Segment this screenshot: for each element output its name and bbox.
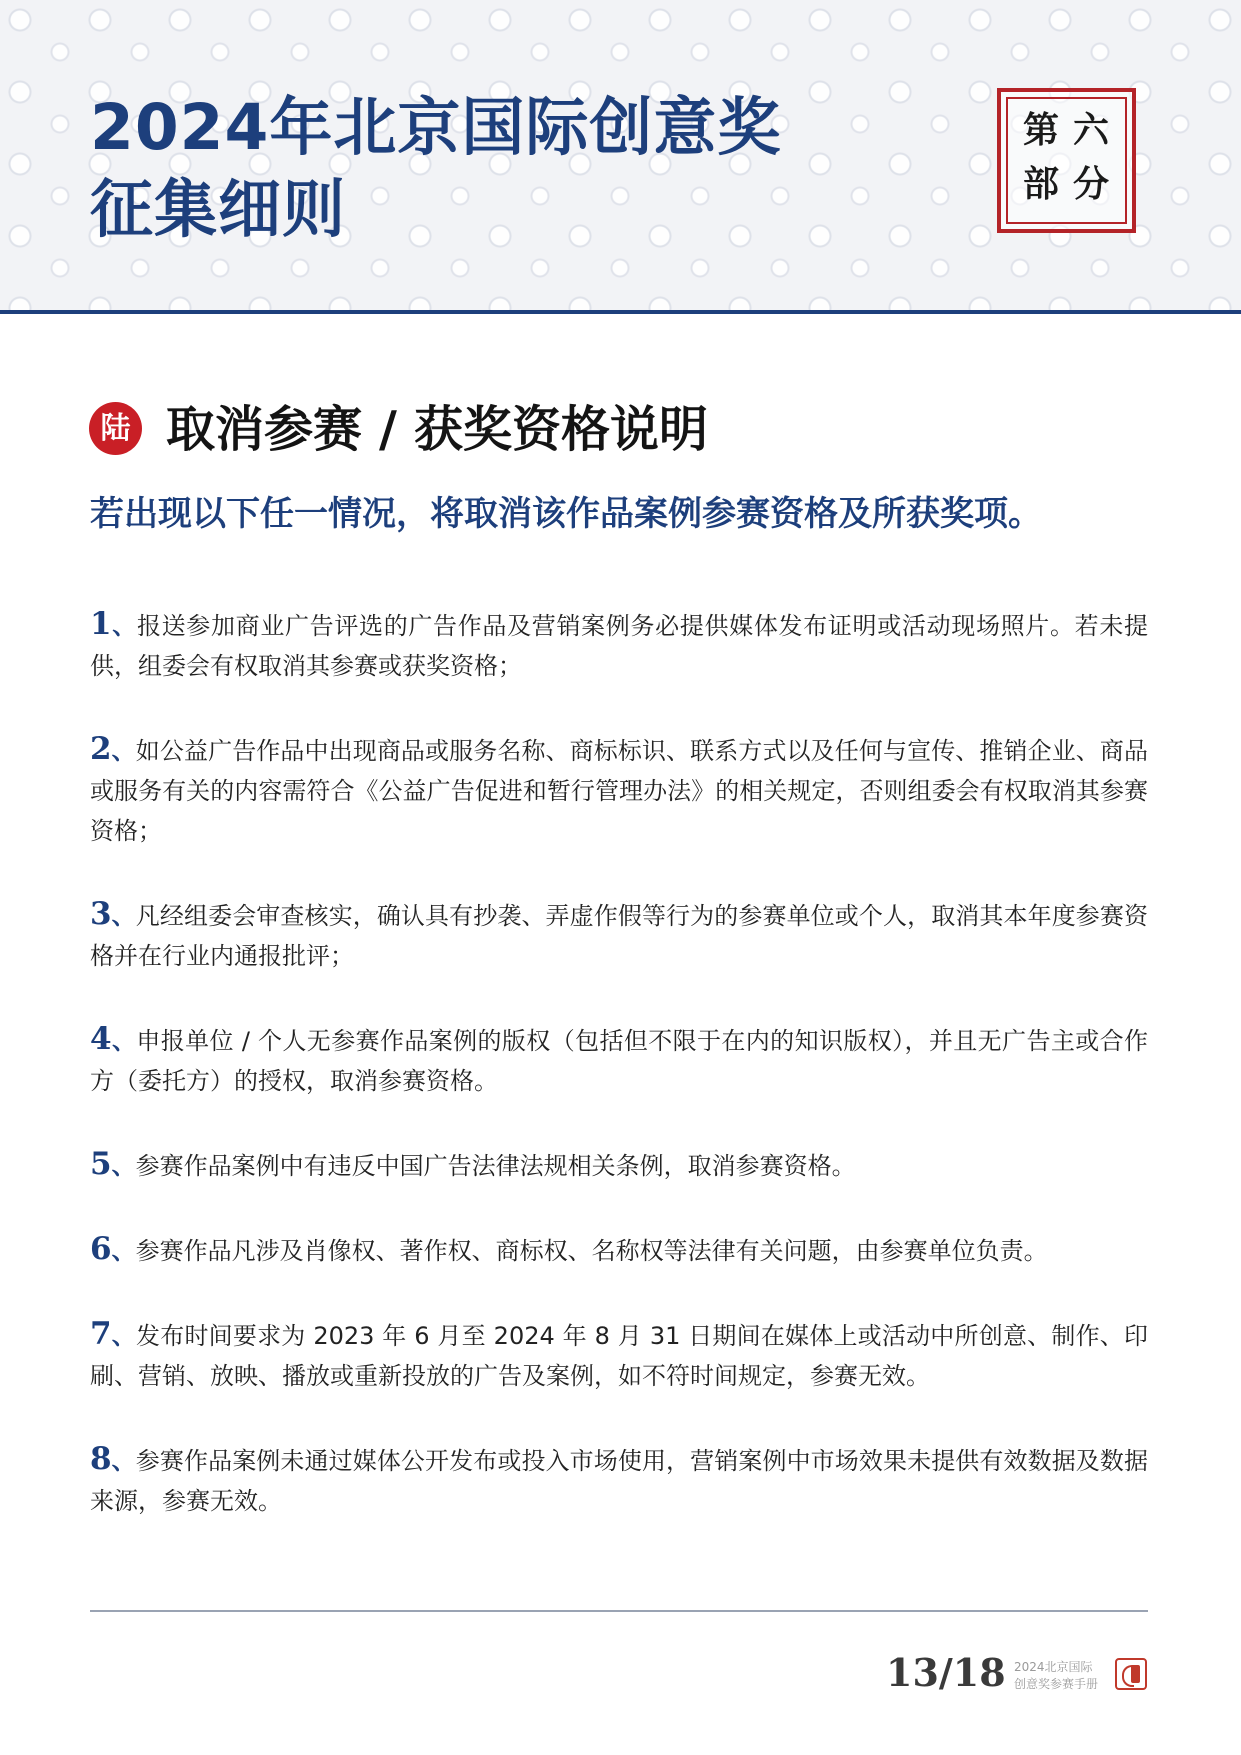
header-banner <box>0 0 1241 314</box>
item-separator: 、 <box>111 1322 137 1350</box>
document-subtitle: 征集细则 <box>90 173 346 246</box>
item-separator: 、 <box>111 1152 136 1180</box>
item-text: 申报单位 / 个人无参赛作品案例的版权（包括但不限于在内的知识版权），并且无广告主或合作方（委托方）的授权，取消参赛资格。 <box>90 1027 1149 1095</box>
document-title: 2024年北京国际创意奖 <box>90 91 782 164</box>
list-item <box>90 1439 1148 1521</box>
list-item <box>90 729 1148 851</box>
brand-logo-icon <box>1115 1658 1147 1690</box>
item-separator: 、 <box>111 1237 136 1265</box>
seal-char-4: 分 <box>1073 163 1110 205</box>
item-text: 发布时间要求为 2023 年 6 月至 2024 年 8 月 31 日期间在媒体上或活动中所创意、制作、印刷、营销、放映、播放或重新投放的广告及案例，如不符时间规定，参赛无效。 <box>90 1322 1149 1390</box>
item-text: 如公益广告作品中出现商品或服务名称、商标标识、联系方式以及任何与宣传、推销企业、商品或服务有关的内容需符合《公益广告促进和暂行管理办法》的相关规定，否则组委会有权取消其参赛资格； <box>90 737 1149 845</box>
item-text: 参赛作品案例未通过媒体公开发布或投入市场使用，营销案例中市场效果未提供有效数据及数据来源，参赛无效。 <box>90 1447 1149 1515</box>
list-item <box>90 1019 1148 1101</box>
footer-caption-line1: 2024北京国际 <box>1014 1660 1093 1674</box>
list-item <box>90 604 1148 686</box>
footer-caption <box>1014 1659 1098 1693</box>
item-separator: 、 <box>111 737 136 765</box>
section-intro: 若出现以下任一情况，将取消该作品案例参赛资格及所获奖项。 <box>90 494 1042 534</box>
item-separator: 、 <box>111 612 137 640</box>
item-number: 4 <box>90 1021 112 1057</box>
item-separator: 、 <box>111 1027 137 1055</box>
page-number: 13/18 <box>886 1650 1006 1695</box>
list-item <box>90 1314 1148 1396</box>
item-number: 1 <box>90 606 112 642</box>
item-number: 3 <box>90 896 112 932</box>
seal-char-2: 六 <box>1073 109 1110 151</box>
footer-caption-line2: 创意奖参赛手册 <box>1014 1677 1099 1691</box>
item-text: 参赛作品案例中有违反中国广告法律法规相关条例，取消参赛资格。 <box>135 1152 856 1180</box>
item-text: 报送参加商业广告评选的广告作品及营销案例务必提供媒体发布证明或活动现场照片。若未提供，组委会有权取消其参赛或获奖资格； <box>90 612 1149 680</box>
rules-list <box>90 604 1148 1564</box>
item-number: 2 <box>90 731 112 767</box>
item-text: 凡经组委会审查核实，确认具有抄袭、弄虚作假等行为的参赛单位或个人，取消其本年度参赛资格并在行业内通报批评； <box>90 902 1149 970</box>
list-item <box>90 1144 1148 1186</box>
part-seal <box>997 88 1136 233</box>
item-separator: 、 <box>111 1447 136 1475</box>
item-text: 参赛作品凡涉及肖像权、著作权、商标权、名称权等法律有关问题，由参赛单位负责。 <box>135 1237 1048 1265</box>
seal-char-3: 部 <box>1023 163 1060 205</box>
item-number: 6 <box>90 1231 112 1267</box>
list-item <box>90 894 1148 976</box>
item-number: 5 <box>90 1146 112 1182</box>
item-separator: 、 <box>111 902 136 930</box>
item-number: 8 <box>90 1441 112 1477</box>
section-title: 取消参赛 / 获奖资格说明 <box>166 401 709 458</box>
footer-divider <box>90 1610 1148 1612</box>
seal-char-1: 第 <box>1023 109 1060 151</box>
section-number-badge: 陆 <box>89 402 142 455</box>
list-item <box>90 1229 1148 1271</box>
item-number: 7 <box>90 1316 112 1352</box>
